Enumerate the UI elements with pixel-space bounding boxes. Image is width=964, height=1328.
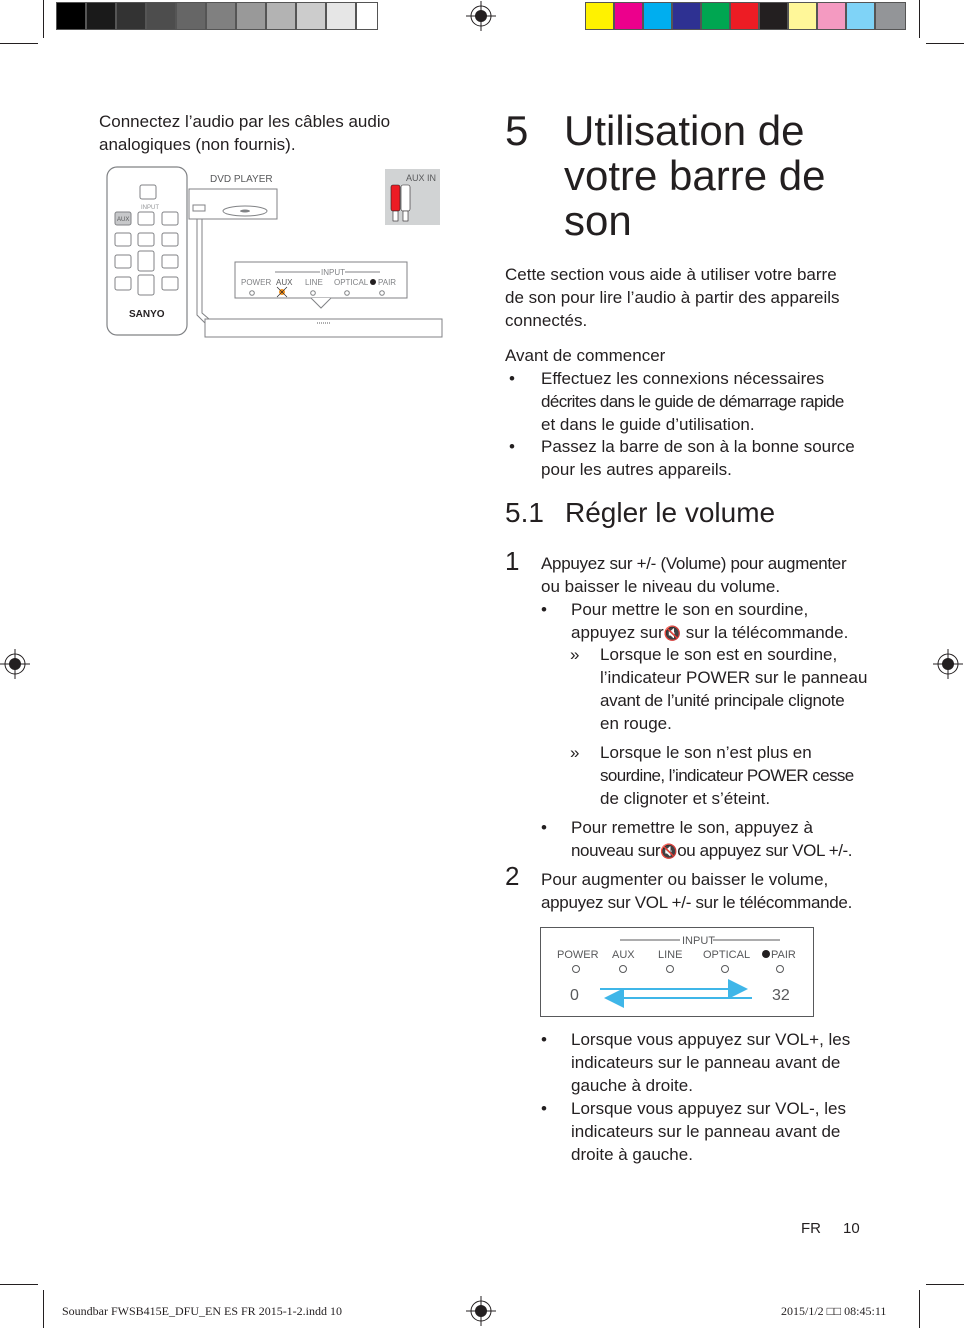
slug-filename: Soundbar FWSB415E_DFU_EN ES FR 2015-1-2.indd 10 (62, 1304, 343, 1318)
list-item: Pour remettre le son, appuyez à nouveau sur🔇ou appuyez sur VOL +/-. (571, 818, 853, 860)
optical-label: OPTICAL (703, 949, 751, 961)
gray-swatch (176, 2, 206, 30)
gray-swatch (266, 2, 296, 30)
svg-text:OPTICAL: OPTICAL (334, 278, 369, 287)
power-led-icon (573, 966, 580, 973)
list-item: Lorsque vous appuyez sur VOL-, les indicateurs sur le panneau avant de droite à gauche. (571, 1099, 846, 1164)
power-label: POWER (557, 949, 599, 961)
volume-indicator-panel (540, 927, 815, 1018)
remote-aux-label: AUX (117, 217, 130, 223)
bullet-marker: • (509, 369, 515, 388)
white-rca-plug-icon (401, 185, 410, 211)
section-intro: Cette section vous aide à utiliser votre barre de son pour lire l’audio à partir des appareils connectés. (505, 265, 840, 330)
line-led-icon (667, 966, 674, 973)
subsection-title: Régler le volume (565, 497, 776, 528)
svg-text:PAIR: PAIR (378, 278, 397, 287)
intro-text: Connectez l’audio par les câbles audio analogiques (non fournis). (99, 112, 391, 154)
bullet-marker: • (509, 437, 515, 456)
list-item: Lorsque vous appuyez sur VOL+, les indicateurs sur le panneau avant de gauche à droite. (571, 1030, 851, 1095)
color-swatch (759, 2, 788, 30)
color-swatch (585, 2, 614, 30)
volume-max-label: 32 (772, 987, 790, 1004)
gray-swatch (326, 2, 356, 30)
color-swatch (875, 2, 906, 30)
aux-label: AUX (612, 949, 635, 961)
sub-bullet-marker: » (570, 645, 580, 664)
remote-input-label: INPUT (141, 205, 159, 211)
mute-icon: 🔇 (663, 625, 682, 641)
volume-min-label: 0 (570, 987, 579, 1004)
aux-connection-diagram (105, 165, 450, 340)
gray-swatch (146, 2, 176, 30)
mute-icon: 🔇 (660, 843, 678, 859)
page-number: 10 (843, 1220, 860, 1237)
before-you-start-title: Avant de commencer (505, 346, 666, 365)
gray-swatch (296, 2, 326, 30)
list-item: Passez la barre de son à la bonne source pour les autres appareils. (541, 437, 855, 479)
section-title: Utilisation de votre barre de son (564, 107, 826, 244)
list-item: Lorsque le son n’est plus en sourdine, l’indicateur POWER cesse de clignoter et s’éteint. (600, 743, 854, 808)
step-number: 2 (505, 861, 520, 891)
svg-text:AUX: AUX (276, 278, 293, 287)
registration-mark-icon (0, 649, 30, 679)
svg-text:INPUT: INPUT (321, 268, 345, 277)
color-swatch (817, 2, 846, 30)
gray-swatch (56, 2, 86, 30)
pair-led-icon (777, 966, 784, 973)
color-swatch (730, 2, 759, 30)
aux-in-label: AUX IN (406, 173, 437, 183)
remote-power-button (140, 185, 156, 199)
brand-logo: SANYO (129, 309, 165, 320)
gray-swatch (86, 2, 116, 30)
registration-mark-icon (933, 649, 963, 679)
gray-swatch (206, 2, 236, 30)
list-item: Pour mettre le son en sourdine, appuyez sur🔇 sur la télécommande. (571, 600, 849, 642)
svg-text:POWER: POWER (241, 278, 272, 287)
color-swatch (643, 2, 672, 30)
pair-label: PAIR (771, 949, 796, 961)
optical-led-icon (722, 966, 729, 973)
gray-swatch (116, 2, 146, 30)
list-item: Effectuez les connexions nécessaires décrites dans le guide de démarrage rapide et dans le guide d’utilisation. (541, 369, 844, 434)
sub-bullet-marker: » (570, 743, 580, 762)
bluetooth-icon (762, 950, 770, 958)
bullet-marker: • (541, 1099, 547, 1118)
color-swatch (788, 2, 817, 30)
step-text: Appuyez sur +/- (Volume) pour augmenter ou baisser le niveau du volume. (541, 554, 847, 596)
bullet-marker: • (541, 1030, 547, 1049)
registration-mark-icon (466, 1296, 496, 1326)
gray-swatch (236, 2, 266, 30)
bullet-marker: • (541, 818, 547, 837)
aux-led-icon (620, 966, 627, 973)
color-swatch (672, 2, 701, 30)
slug-timestamp: 2015/1/2 □□ 08:45:11 (781, 1304, 887, 1318)
color-swatch (614, 2, 643, 30)
list-item: Lorsque le son est en sourdine, l’indicateur POWER sur le panneau avant de l’unité principale clignote en rouge. (600, 645, 868, 733)
gray-swatch (356, 2, 378, 30)
red-rca-plug-icon (391, 185, 400, 211)
svg-text:LINE: LINE (305, 278, 323, 287)
dvd-player-label: DVD PLAYER (210, 174, 273, 185)
section-number: 5 (505, 107, 529, 154)
step-number: 1 (505, 546, 520, 576)
soundbar-icon (205, 319, 442, 337)
subsection-number: 5.1 (505, 497, 544, 528)
line-label: LINE (658, 949, 683, 961)
input-label: INPUT (682, 935, 715, 947)
page-language: FR (801, 1220, 821, 1237)
step-text: Pour augmenter ou baisser le volume, appuyez sur VOL +/- sur le télécommande. (541, 870, 853, 912)
bullet-marker: • (541, 600, 547, 619)
registration-mark-icon (466, 1, 496, 31)
color-swatch (846, 2, 875, 30)
color-swatch (701, 2, 730, 30)
